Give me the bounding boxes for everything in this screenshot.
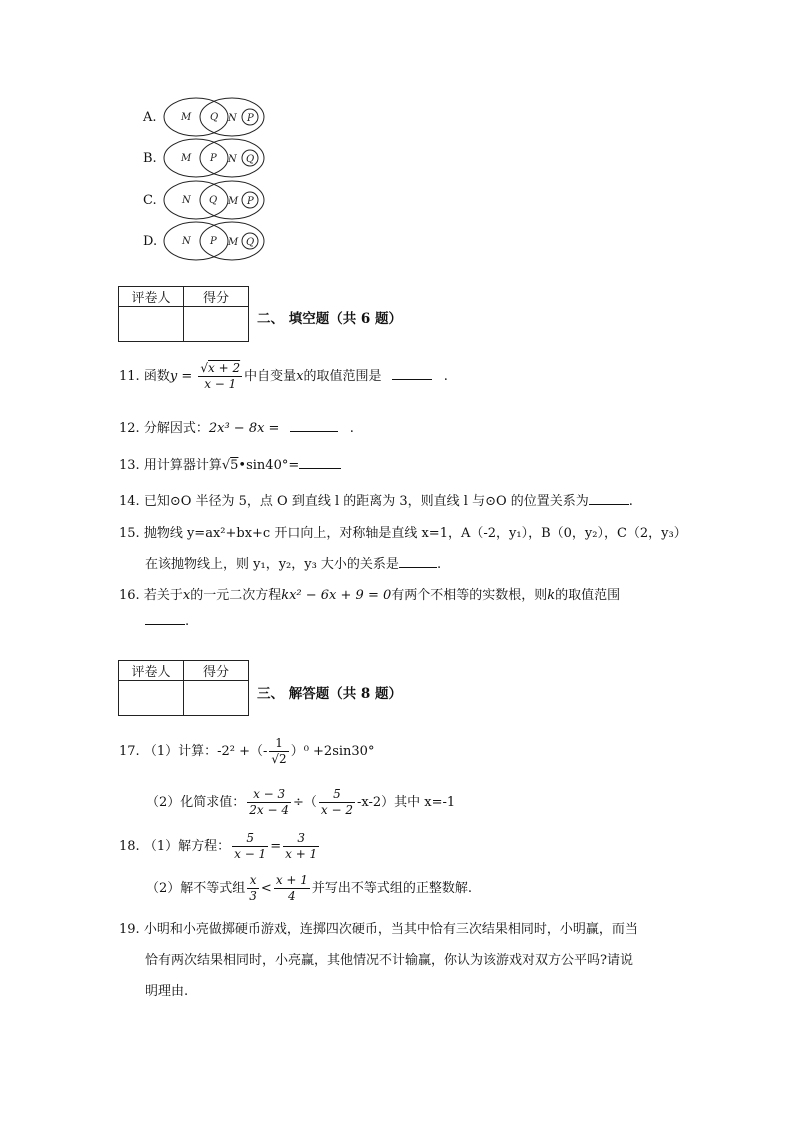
q16-expression: kx² − 6x + 9 = 0 [281,588,392,603]
q19-line3: 明理由. [145,984,189,999]
q18-p1-prefix: （1）解方程： [143,839,231,854]
q11-x: x [296,369,304,384]
q11-denominator: x − 1 [204,377,237,391]
venn-left-ellipse [164,98,228,136]
score-table-section3 [118,660,249,716]
q19-number: 19. [119,922,140,937]
q14-text: 已知⊙O 半径为 5，点 O 到直线 l 的距离为 3，则直线 l 与⊙O 的位置关系为 [143,494,589,509]
q15-line1: 抛物线 y=ax²+bx+c 开口向上，对称轴是直线 x=1，A（-2，y₁），B（0，y₂），C（2，y₃） [143,526,687,541]
q11-y: y = [169,369,193,384]
q13-radicand: 5 [230,458,239,473]
venn-left-letter: M [181,112,192,123]
question-18-part1: 18. （1）解方程： $\frac{5}{x - 1}$ = $\frac{3}{x + 1}$ [119,831,318,861]
grader-header: 评卷人 [119,661,184,681]
venn-right-letter: N [228,154,237,165]
option-d-label: D. [143,234,158,249]
q15-answer-blank[interactable] [399,567,437,568]
q12-prefix: 分解因式： [143,421,209,436]
q18-p2-post: 并写出不等式组的正整数解. [311,881,473,896]
venn-inner-letter: Q [246,154,255,165]
q18-p2-fraction1: $\frac{x}{3}$ [249,873,257,903]
q13-answer-blank[interactable] [299,468,341,469]
venn-mid-letter: P [210,153,217,164]
section2-title: 二、 填空题（共 6 题） [257,311,402,327]
q19-line1: 小明和小亮做掷硬币游戏，连掷四次硬币，当其中恰有三次结果相同时，小明赢，而当 [143,922,638,937]
venn-inner-letter: Q [246,237,255,248]
q17-p2-fraction2: $\frac{5}{x - 2}$ [320,787,354,817]
q16-number: 16. [119,588,140,603]
venn-right-letter: M [228,196,239,207]
question-17-part2: （2）化简求值： $\frac{x - 3}{2x - 4}$ ÷（ $\frac{5}{x - 2}$ -x-2）其中 x=-1 [146,787,456,817]
venn-inner-letter: P [247,196,254,207]
q12-expression: 2x³ − 8x = [208,421,280,436]
q16-k: k [547,588,556,603]
q17-p1-post: ）⁰ +2sin30° [290,744,375,759]
q11-mid: 中自变量 [244,369,297,384]
q16-post: 有两个不相等的实数根，则 [391,588,548,603]
question-17-part1 [119,736,374,767]
sqrt-icon: √ [221,458,231,473]
question-16 [119,584,620,603]
venn-diagram-a [162,96,268,138]
venn-mid-letter: P [210,236,217,247]
venn-left-letter: N [182,195,191,206]
score-header: 得分 [184,287,249,307]
q19-line2: 恰有两次结果相同时，小亮赢，其他情况不计输赢，你认为该游戏对双方公平吗?请说 [145,953,633,968]
q16-x: x [182,588,191,603]
question-16-line2: . [145,614,189,629]
question-15-line2: 在该抛物线上，则 y₁，y₂，y₃ 大小的关系是 . [145,557,442,572]
q16-post2: 的取值范围 [555,588,621,603]
venn-mid-letter: Q [210,112,219,123]
q17-p1-prefix: （1）计算：-2² +（- [143,744,268,759]
q15-number: 15. [119,526,140,541]
question-15 [119,522,687,541]
q11-prefix: 函数 [143,369,170,384]
q14-number: 14. [119,494,140,509]
section3-title: 三、 解答题（共 8 题） [257,686,402,702]
q11-answer-blank[interactable] [392,379,432,380]
venn-left-letter: N [182,236,191,247]
venn-inner-letter: P [247,113,254,124]
venn-diagram-d [162,220,268,262]
q11-numerator: x + 2 [208,361,241,375]
q17-p2-post: -x-2）其中 x=-1 [357,795,456,810]
q11-number: 11. [119,369,140,384]
q14-answer-blank[interactable] [589,504,629,505]
q12-number: 12. [119,421,140,436]
q18-p1-fraction2: $\frac{3}{x + 1}$ [285,831,318,861]
grader-header: 评卷人 [119,287,184,307]
q16-mid: 的一元二次方程 [190,588,282,603]
question-11: 11. 函数y = $\frac{√x + 2}{x - 1}$ 中自变量x的取值范围是 . [119,361,448,391]
q18-p2-fraction2: $\frac{x + 1}{4}$ [275,873,308,903]
venn-right-letter: M [228,237,239,248]
grader-cell[interactable] [119,681,184,716]
score-table-section2 [118,286,249,342]
q18-p2-prefix: （2）解不等式组 [146,881,246,896]
option-c-label: C. [143,193,157,208]
score-cell[interactable] [184,681,249,716]
venn-diagram-c [162,179,268,221]
score-cell[interactable] [184,307,249,342]
q15-line2: 在该抛物线上，则 y₁，y₂，y₃ 大小的关系是 [145,557,399,572]
question-14: 14. 已知⊙O 半径为 5，点 O 到直线 l 的距离为 3，则直线 l 与⊙O 的位置关系为 . [119,494,633,509]
q18-number: 18. [119,839,140,854]
q16-prefix: 若关于 [143,588,183,603]
option-b-label: B. [143,151,157,166]
venn-right-letter: N [228,113,237,124]
venn-diagram-b [162,137,268,179]
q17-fraction: $\frac{1}{√2}$ [271,736,287,766]
question-19 [119,918,638,937]
q11-post: 的取值范围是 [303,369,382,384]
option-a-label: A. [143,110,157,125]
q17-p2-fraction1: $\frac{x - 3}{2x - 4}$ [249,787,290,817]
venn-mid-letter: Q [209,195,218,206]
q12-answer-blank[interactable] [290,431,338,432]
sqrt-icon: √ [200,361,209,375]
q17-number: 17. [119,744,140,759]
q18-p1-fraction1: $\frac{5}{x - 1}$ [234,831,267,861]
q13-number: 13. [119,458,140,473]
q13-post: •sin40°= [238,458,300,473]
q16-answer-blank[interactable] [145,624,185,625]
question-13 [119,454,341,473]
q17-p2-prefix: （2）化简求值： [146,795,246,810]
q13-prefix: 用计算器计算 [143,458,222,473]
venn-left-letter: M [181,153,192,164]
q11-fraction [198,361,242,392]
score-header: 得分 [184,661,249,681]
question-12: 12. 分解因式：2x³ − 8x = . [119,421,354,436]
grader-cell[interactable] [119,307,184,342]
question-18-part2: （2）解不等式组 $\frac{x}{3}$ < $\frac{x + 1}{4}$ 并写出不等式组的正整数解. [146,873,473,903]
